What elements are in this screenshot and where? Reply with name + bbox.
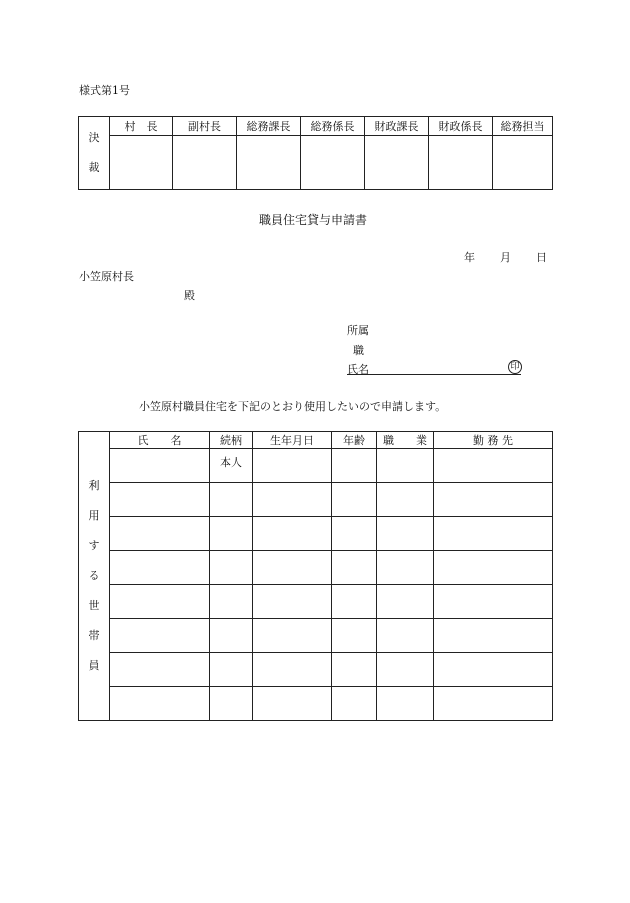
member-name-cell[interactable] <box>110 585 210 619</box>
affiliation-label: 所属 <box>347 324 369 337</box>
household-members-table <box>78 431 553 721</box>
header-occupation: 職 業 <box>377 432 434 449</box>
approval-header-finance-section-chief: 財政係長 <box>429 117 493 136</box>
applicant-name-line[interactable] <box>347 361 521 375</box>
table-row <box>79 619 553 653</box>
member-workplace-cell[interactable] <box>434 483 553 517</box>
member-name-cell[interactable] <box>110 653 210 687</box>
approval-header-finance-chief: 財政課長 <box>365 117 429 136</box>
member-workplace-cell[interactable] <box>434 449 553 483</box>
member-relation-cell[interactable] <box>210 517 253 551</box>
member-age-cell[interactable] <box>332 653 377 687</box>
member-occupation-cell[interactable] <box>377 517 434 551</box>
member-relation-cell[interactable] <box>210 483 253 517</box>
member-birthdate-cell[interactable] <box>253 687 332 721</box>
approval-header-general-affairs-chief: 総務課長 <box>237 117 301 136</box>
member-workplace-cell[interactable] <box>434 585 553 619</box>
member-occupation-cell[interactable] <box>377 687 434 721</box>
table-row <box>79 687 553 721</box>
addressee: 小笠原村長 <box>79 270 134 283</box>
member-name-cell[interactable] <box>110 449 210 483</box>
member-occupation-cell[interactable] <box>377 483 434 517</box>
approval-stamp-cell[interactable] <box>173 136 237 190</box>
approval-header-deputy-mayor: 副村長 <box>173 117 237 136</box>
members-side-char: る <box>88 569 100 582</box>
approval-header-general-affairs-staff: 総務担当 <box>493 117 553 136</box>
member-name-cell[interactable] <box>110 619 210 653</box>
member-relation-cell[interactable] <box>210 619 253 653</box>
member-birthdate-cell[interactable] <box>253 585 332 619</box>
member-age-cell[interactable] <box>332 585 377 619</box>
members-side-char: 帯 <box>88 629 100 642</box>
member-workplace-cell[interactable] <box>434 551 553 585</box>
table-row <box>79 483 553 517</box>
name-label: 氏名 <box>347 363 369 376</box>
approval-side-char: 決 <box>88 131 100 144</box>
table-row <box>79 585 553 619</box>
member-age-cell[interactable] <box>332 517 377 551</box>
honorific: 殿 <box>184 289 195 302</box>
approval-stamp-cell[interactable] <box>301 136 365 190</box>
member-relation-cell: 本人 <box>210 449 253 483</box>
date-year-label: 年 <box>464 251 475 264</box>
document-title: 職員住宅貸与申請書 <box>259 213 368 227</box>
member-birthdate-cell[interactable] <box>253 619 332 653</box>
member-name-cell[interactable] <box>110 687 210 721</box>
table-row <box>79 653 553 687</box>
header-workplace: 勤 務 先 <box>434 432 553 449</box>
approval-side-char: 裁 <box>88 161 100 174</box>
header-relation: 続柄 <box>210 432 253 449</box>
member-birthdate-cell[interactable] <box>253 653 332 687</box>
member-age-cell[interactable] <box>332 551 377 585</box>
date-day-label: 日 <box>536 251 547 264</box>
header-birthdate: 生年月日 <box>253 432 332 449</box>
member-name-cell[interactable] <box>110 483 210 517</box>
member-workplace-cell[interactable] <box>434 619 553 653</box>
member-relation-cell[interactable] <box>210 585 253 619</box>
members-side-char: す <box>88 539 100 552</box>
member-age-cell[interactable] <box>332 619 377 653</box>
member-workplace-cell[interactable] <box>434 687 553 721</box>
member-age-cell[interactable] <box>332 687 377 721</box>
approval-stamp-cell[interactable] <box>110 136 173 190</box>
member-relation-cell[interactable] <box>210 687 253 721</box>
member-birthdate-cell[interactable] <box>253 517 332 551</box>
header-age: 年齢 <box>332 432 377 449</box>
member-birthdate-cell[interactable] <box>253 483 332 517</box>
member-relation-cell[interactable] <box>210 551 253 585</box>
seal-mark <box>508 359 522 374</box>
seal-icon: 印 <box>508 360 522 374</box>
member-occupation-cell[interactable] <box>377 585 434 619</box>
member-workplace-cell[interactable] <box>434 517 553 551</box>
member-occupation-cell[interactable] <box>377 551 434 585</box>
member-birthdate-cell[interactable] <box>253 551 332 585</box>
form-number: 様式第1号 <box>79 84 130 97</box>
table-row <box>79 449 553 483</box>
table-row <box>79 517 553 551</box>
position-label: 職 <box>353 344 364 357</box>
members-side-char: 世 <box>88 599 100 612</box>
member-occupation-cell[interactable] <box>377 449 434 483</box>
header-name: 氏 名 <box>110 432 210 449</box>
members-side-char: 員 <box>88 659 100 672</box>
members-side-label <box>79 432 110 721</box>
application-statement: 小笠原村職員住宅を下記のとおり使用したいので申請します。 <box>139 400 447 413</box>
member-name-cell[interactable] <box>110 551 210 585</box>
member-age-cell[interactable] <box>332 449 377 483</box>
approval-side-label <box>79 117 110 190</box>
approval-stamp-cell[interactable] <box>237 136 301 190</box>
approval-stamp-cell[interactable] <box>365 136 429 190</box>
member-age-cell[interactable] <box>332 483 377 517</box>
members-side-char: 利 <box>88 479 100 492</box>
member-workplace-cell[interactable] <box>434 653 553 687</box>
approval-header-mayor: 村 長 <box>110 117 173 136</box>
member-relation-cell[interactable] <box>210 653 253 687</box>
approval-table <box>78 116 553 190</box>
member-birthdate-cell[interactable] <box>253 449 332 483</box>
table-row <box>79 551 553 585</box>
members-side-char: 用 <box>88 509 100 522</box>
approval-stamp-cell[interactable] <box>493 136 553 190</box>
date-month-label: 月 <box>500 251 511 264</box>
member-occupation-cell[interactable] <box>377 653 434 687</box>
approval-stamp-cell[interactable] <box>429 136 493 190</box>
approval-header-general-affairs-section-chief: 総務係長 <box>301 117 365 136</box>
member-name-cell[interactable] <box>110 517 210 551</box>
member-occupation-cell[interactable] <box>377 619 434 653</box>
